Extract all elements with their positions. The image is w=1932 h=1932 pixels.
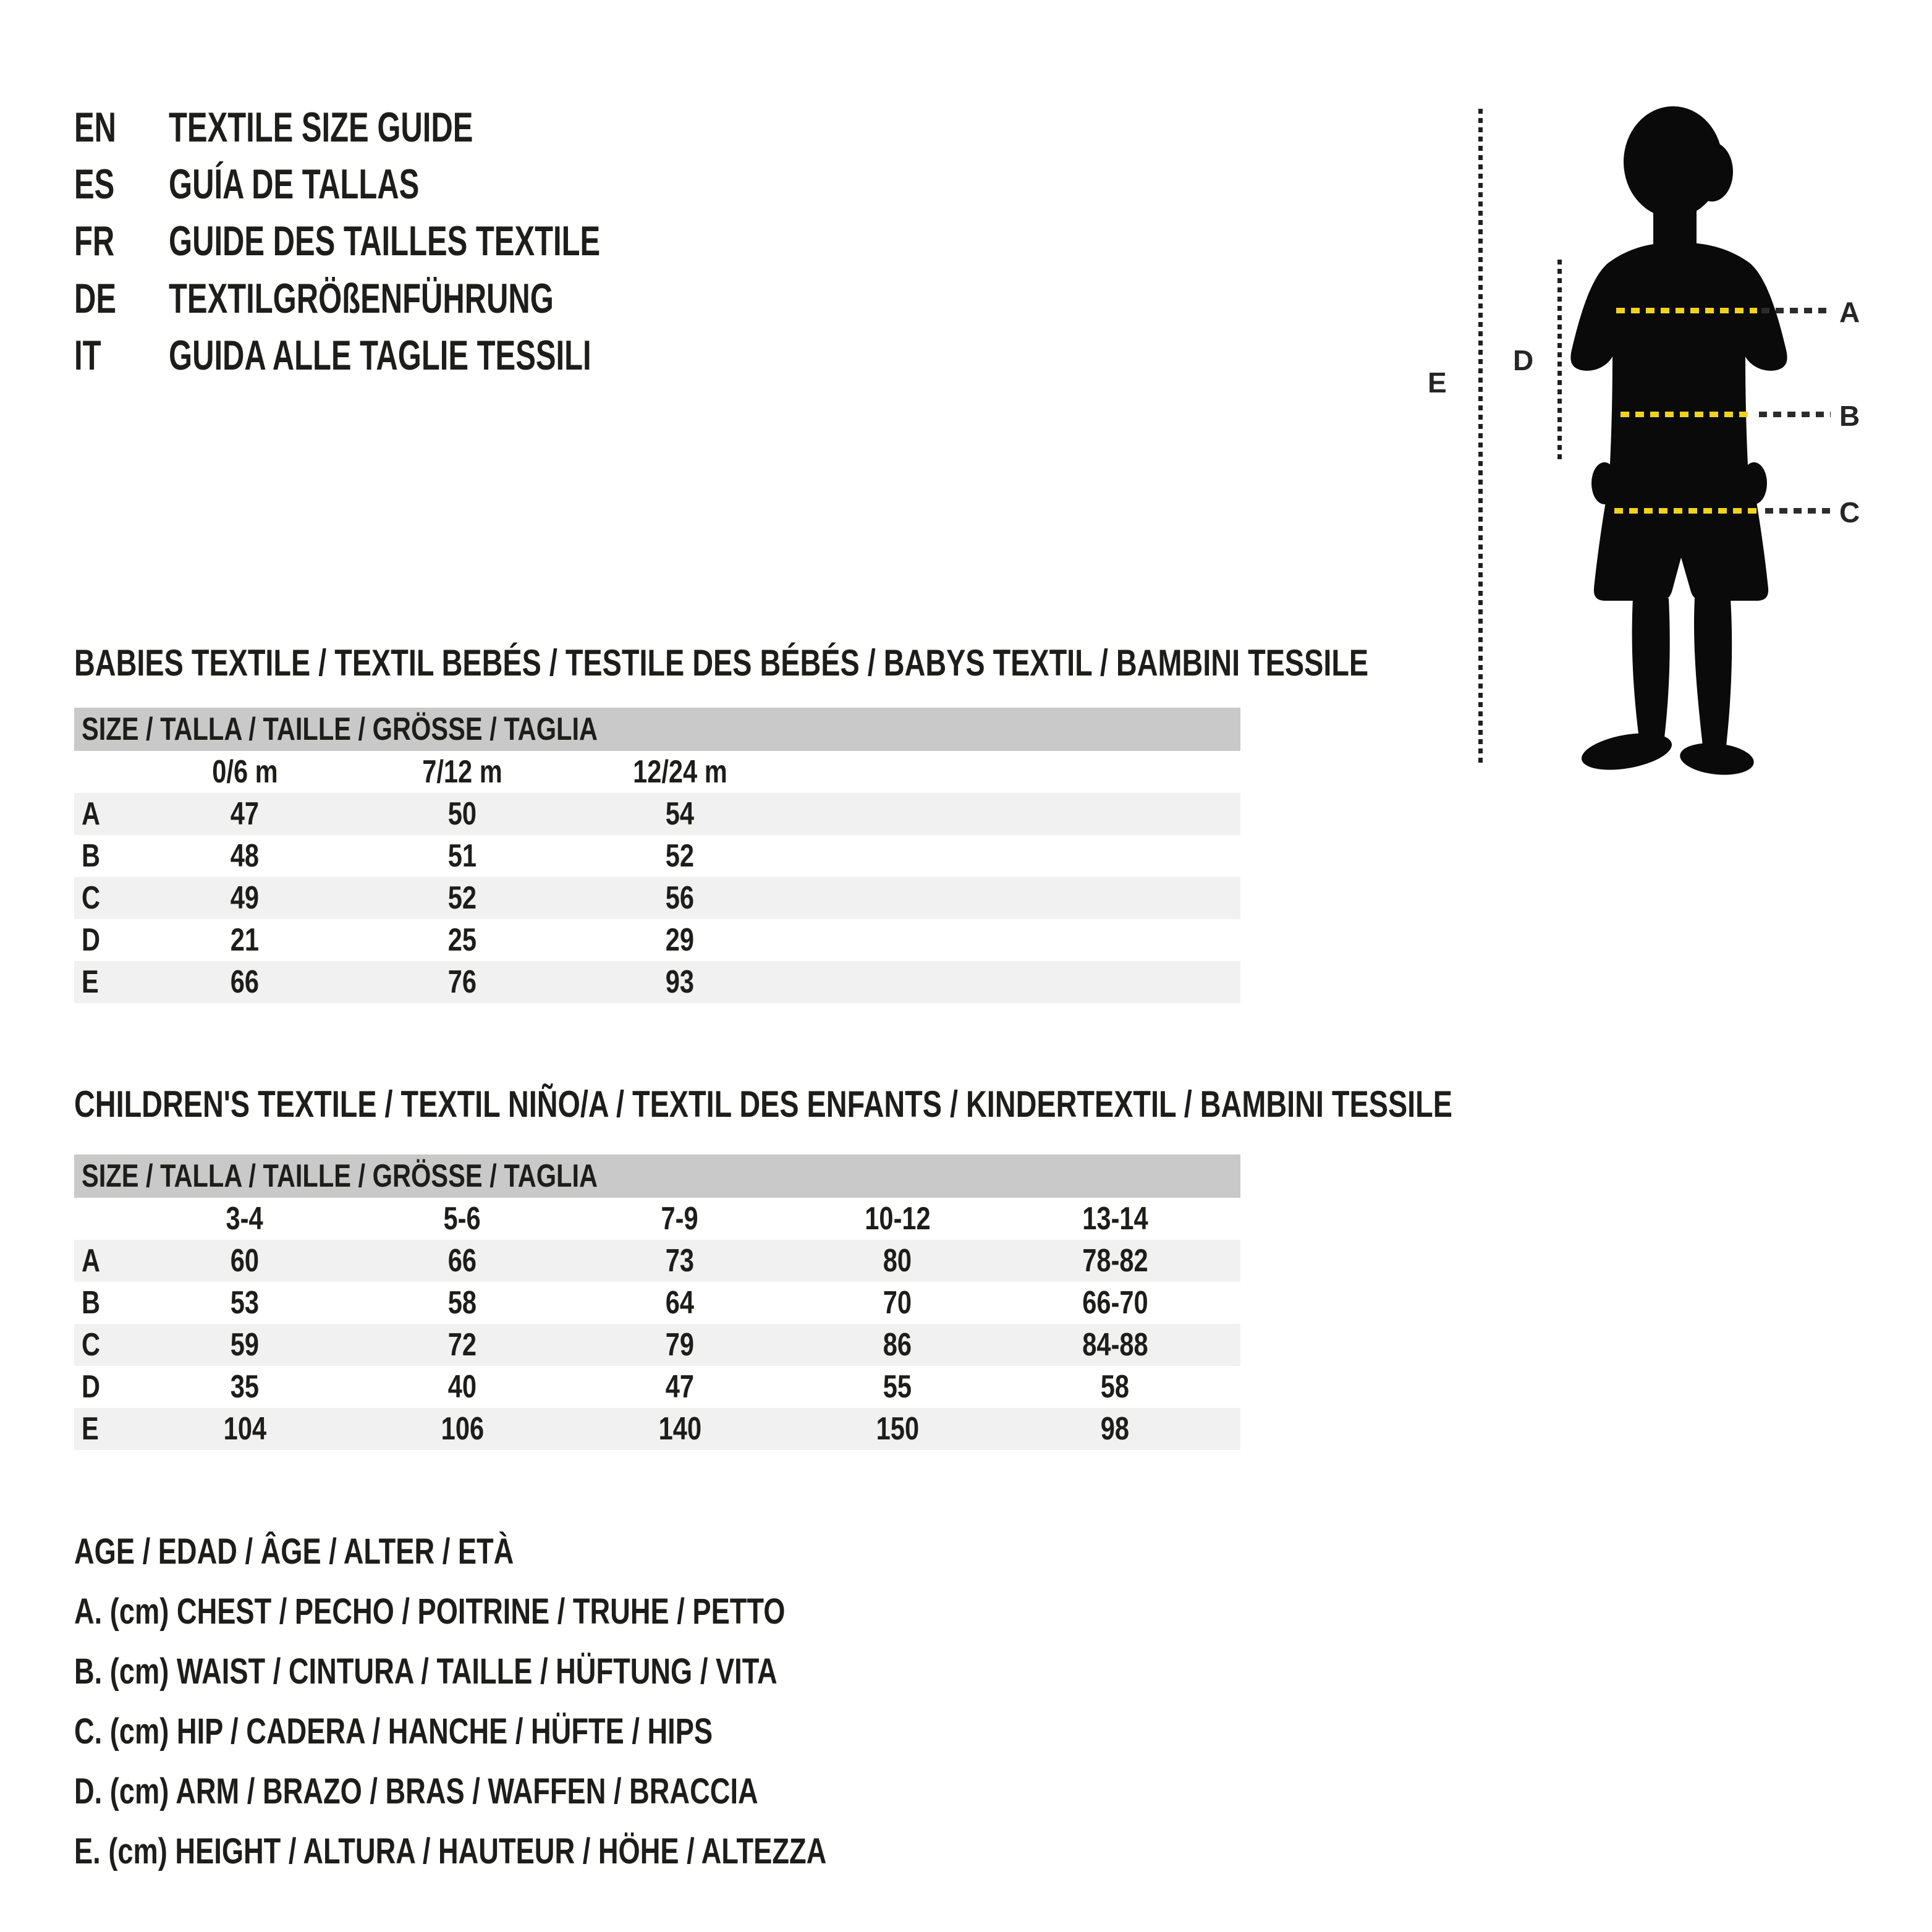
language-title: TEXTILE SIZE GUIDE	[169, 104, 473, 151]
hip-dash-yellow	[1614, 508, 1760, 514]
row-label-cell: D	[82, 1369, 101, 1405]
language-title: GUÍA DE TALLAS	[169, 161, 420, 208]
value-cell: 56	[665, 880, 695, 916]
legend-line-chest: A. (cm) CHEST / PECHO / POITRINE / TRUHE / PETTO	[74, 1591, 786, 1632]
value-cell: 86	[883, 1327, 912, 1363]
column-header: 10-12	[864, 1201, 931, 1237]
value-cell: 58	[447, 1285, 477, 1321]
chest-dash-dark	[1761, 308, 1831, 313]
hip-label-C: C	[1839, 496, 1860, 528]
column-header: 12/24 m	[632, 754, 727, 790]
row-label-cell: B	[82, 838, 101, 874]
table-row	[74, 1366, 1240, 1408]
value-cell: 54	[665, 796, 695, 832]
value-cell: 52	[447, 880, 477, 916]
waist-dash-yellow	[1621, 412, 1754, 417]
size-header-bar: SIZE / TALLA / TAILLE / GRÖSSE / TAGLIA	[74, 1155, 1240, 1198]
value-cell: 93	[665, 964, 695, 1000]
value-cell: 29	[665, 922, 695, 958]
value-cell: 40	[447, 1369, 477, 1405]
height-measure-line-E	[1478, 109, 1483, 765]
value-cell: 150	[876, 1411, 919, 1447]
children-size-table	[74, 1155, 1240, 1450]
value-cell: 53	[230, 1285, 260, 1321]
value-cell: 48	[230, 838, 260, 874]
value-cell: 49	[230, 880, 260, 916]
value-cell: 47	[230, 796, 260, 832]
babies-size-table	[74, 708, 1240, 1003]
child-silhouette	[1557, 99, 1805, 779]
table-row	[74, 1240, 1240, 1282]
language-row-en	[74, 99, 1001, 156]
value-cell: 84-88	[1082, 1327, 1148, 1363]
value-cell: 47	[665, 1369, 695, 1405]
value-cell: 106	[441, 1411, 484, 1447]
row-label-cell: E	[82, 964, 99, 1000]
value-cell: 58	[1100, 1369, 1130, 1405]
chest-dash-yellow	[1616, 308, 1757, 313]
hip-dash-dark	[1765, 508, 1831, 514]
row-label-cell: A	[82, 796, 101, 832]
silhouette-hand-right	[1741, 462, 1767, 504]
value-cell: 78-82	[1082, 1243, 1148, 1279]
table-row	[74, 877, 1240, 919]
row-label-cell: C	[82, 1327, 101, 1363]
table-row	[74, 961, 1240, 1003]
legend-line-arm: D. (cm) ARM / BRAZO / BRAS / WAFFEN / BRACCIA	[74, 1771, 758, 1811]
waist-label-B: B	[1839, 400, 1860, 432]
value-cell: 60	[230, 1243, 260, 1279]
language-title: GUIDA ALLE TAGLIE TESSILI	[169, 332, 591, 379]
language-row-es	[74, 156, 1001, 213]
language-code: EN	[74, 104, 117, 151]
size-header-bar: SIZE / TALLA / TAILLE / GRÖSSE / TAGLIA	[74, 708, 1240, 751]
value-cell: 140	[658, 1411, 701, 1447]
language-code: ES	[74, 161, 115, 208]
value-cell: 66	[230, 964, 260, 1000]
silhouette-leg-right	[1694, 598, 1732, 752]
language-row-de	[74, 270, 1001, 327]
value-cell: 80	[883, 1243, 912, 1279]
language-row-fr	[74, 213, 1001, 269]
chest-label-A: A	[1839, 296, 1860, 328]
language-code: DE	[74, 275, 117, 322]
arm-label-D: D	[1513, 344, 1534, 376]
value-cell: 73	[665, 1243, 695, 1279]
value-cell: 70	[883, 1285, 912, 1321]
value-cell: 21	[230, 922, 260, 958]
value-cell: 52	[665, 838, 695, 874]
value-cell: 64	[665, 1285, 695, 1321]
arm-measure-line-D	[1557, 260, 1562, 461]
row-label-cell: C	[82, 880, 101, 916]
value-cell: 104	[223, 1411, 266, 1447]
column-header: 7/12 m	[422, 754, 502, 790]
value-cell: 50	[447, 796, 477, 832]
value-cell: 98	[1100, 1411, 1130, 1447]
legend-line-hip: C. (cm) HIP / CADERA / HANCHE / HÜFTE / HIPS	[74, 1711, 713, 1752]
language-title: GUIDE DES TAILLES TEXTILE	[169, 218, 601, 265]
row-label-cell: B	[82, 1285, 101, 1321]
value-cell: 66	[447, 1243, 477, 1279]
table-row	[74, 793, 1240, 835]
column-header-row	[74, 751, 1240, 793]
value-cell: 76	[447, 964, 477, 1000]
language-row-it	[74, 327, 1001, 384]
table-row	[74, 1408, 1240, 1450]
column-header: 5-6	[443, 1201, 481, 1237]
silhouette-shorts	[1594, 502, 1768, 601]
language-code: FR	[74, 218, 115, 265]
silhouette-hand-left	[1591, 462, 1617, 504]
silhouette-foot-right	[1679, 740, 1756, 778]
waist-dash-dark	[1759, 412, 1831, 417]
value-cell: 51	[447, 838, 477, 874]
table-row	[74, 1282, 1240, 1324]
column-header: 0/6 m	[211, 754, 278, 790]
value-cell: 79	[665, 1327, 695, 1363]
language-title: TEXTILGRÖßENFÜHRUNG	[169, 275, 554, 322]
table-row	[74, 835, 1240, 877]
row-label-cell: A	[82, 1243, 101, 1279]
legend-line-waist: B. (cm) WAIST / CINTURA / TAILLE / HÜFTUNG / VITA	[74, 1651, 777, 1692]
column-header-row	[74, 1198, 1240, 1240]
table-row	[74, 1324, 1240, 1366]
value-cell: 72	[447, 1327, 477, 1363]
column-header: 7-9	[661, 1201, 699, 1237]
value-cell: 25	[447, 922, 477, 958]
column-header: 13-14	[1082, 1201, 1148, 1237]
legend-line-age: AGE / EDAD / ÂGE / ALTER / ETÀ	[74, 1532, 514, 1572]
row-label-cell: E	[82, 1411, 99, 1447]
value-cell: 59	[230, 1327, 260, 1363]
silhouette-leg-left	[1632, 598, 1670, 748]
value-cell: 66-70	[1082, 1285, 1148, 1321]
babies-section-title: BABIES TEXTILE / TEXTIL BEBÉS / TESTILE DES BÉBÉS / BABYS TEXTIL / BAMBINI TESSILE	[74, 642, 1369, 684]
value-cell: 55	[883, 1369, 912, 1405]
row-label-cell: D	[82, 922, 101, 958]
legend-line-height: E. (cm) HEIGHT / ALTURA / HAUTEUR / HÖHE / ALTEZZA	[74, 1831, 827, 1871]
value-cell: 35	[230, 1369, 260, 1405]
table-row	[74, 919, 1240, 961]
height-label-E: E	[1428, 366, 1447, 399]
children-section-title: CHILDREN'S TEXTILE / TEXTIL NIÑO/A / TEXTIL DES ENFANTS / KINDERTEXTIL / BAMBINI TESSILE	[74, 1083, 1452, 1125]
column-header: 3-4	[226, 1201, 264, 1237]
language-code: IT	[74, 332, 101, 379]
